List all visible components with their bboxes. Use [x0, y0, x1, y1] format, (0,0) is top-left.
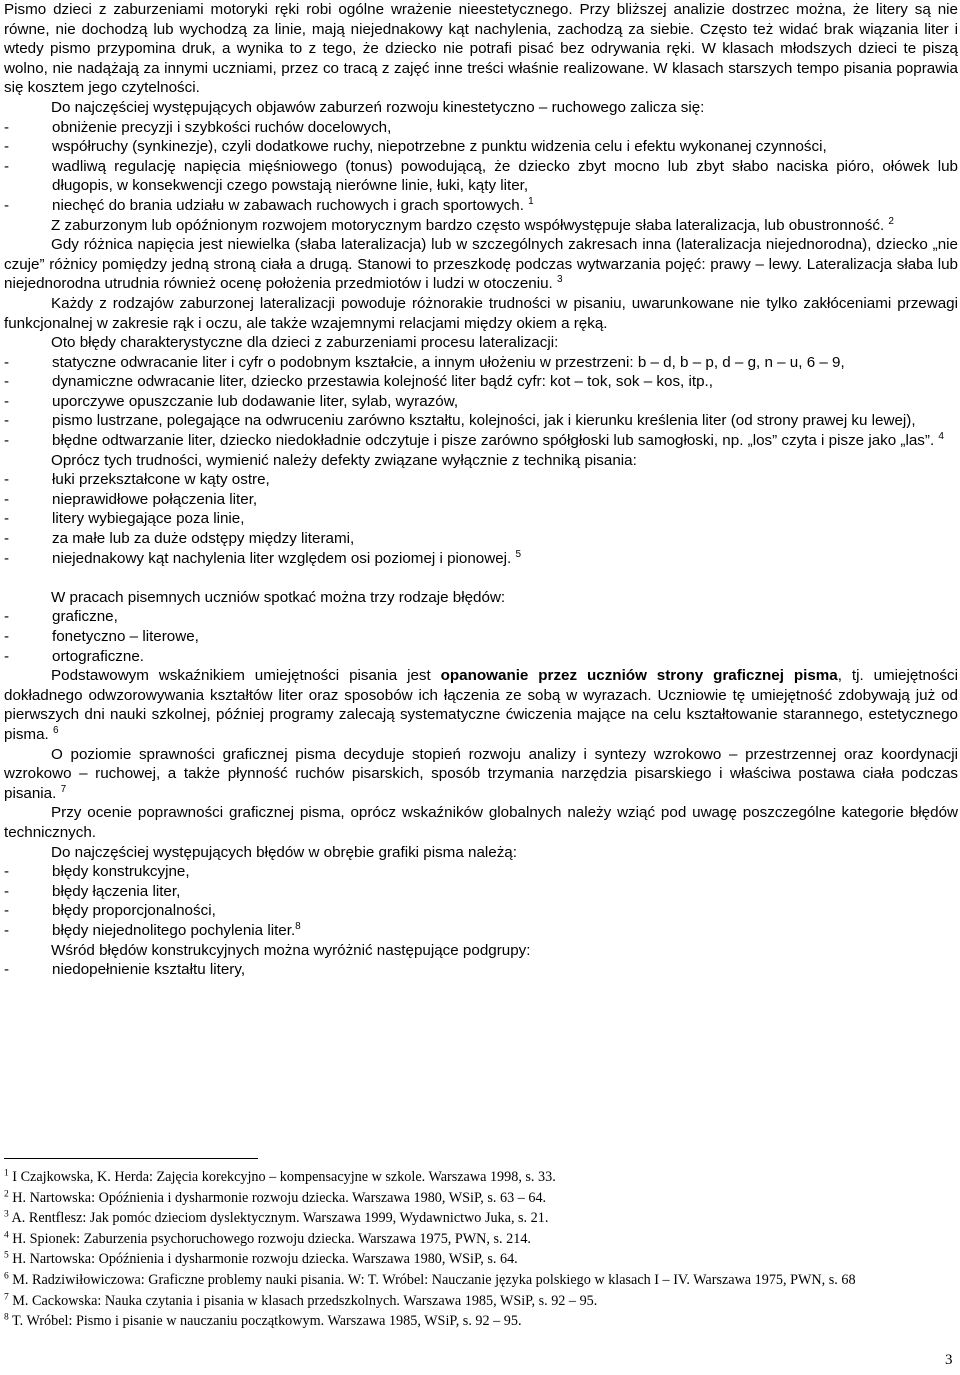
paragraph: Każdy z rodzajów zaburzonej lateralizacji powoduje różnorakie trudności w pisaniu, uwarunkowane nie tylko zakłóceniami przewagi funkcjonalnej w zakresie rąk i oczu, ale także wzajemnymi relacjami między okiem a ręką.: [4, 294, 958, 332]
bold-phrase: opanowanie przez uczniów strony graficznej pisma: [440, 667, 838, 685]
footnote: $^2$ H. Nartowska: Opóźnienia i dysharmonie rozwoju dziecka. Warszawa 1980, WSiP, s. 63 – 64.: [4, 1188, 547, 1206]
footnote-ref[interactable]: 5: [515, 548, 522, 560]
footnotes: [4, 1167, 954, 1332]
list-item: - współruchy (synkinezje), czyli dodatkowe ruchy, niepotrzebne z punktu widzenia celu i efektu wykonanej czynności,: [4, 138, 827, 156]
list-item: - litery wybiegające poza linie,: [4, 510, 245, 528]
construction-errors-list: [4, 960, 958, 980]
footnote: $^3$ A. Rentflesz: Jak pomóc dzieciom dyslektycznym. Warszawa 1999, Wydawnictwo Juka, s. 21.: [4, 1209, 549, 1227]
list-item: - niechęć do brania udziału w zabawach ruchowych i grach sportowych. $^1$: [4, 195, 534, 214]
footnote: $^8$ T. Wróbel: Pismo i pisanie w nauczaniu początkowym. Warszawa 1985, WSiP, s. 92 – 95.: [4, 1312, 522, 1330]
list-item: - niejednakowy kąt nachylenia liter względem osi poziomej i pionowej. $^5$: [4, 548, 522, 567]
body-text: [4, 0, 958, 980]
footnote: $^7$ M. Cackowska: Nauka czytania i pisania w klasach przedszkolnych. Warszawa 1985, WSiP, s. 92 – 95.: [4, 1291, 598, 1309]
footnote: $^6$ M. Radziwiłowiczowa: Graficzne problemy nauki pisania. W: T. Wróbel: Nauczanie języka polskiego w klasach I – IV. Warszawa 1975, PWN, s. 68: [4, 1271, 856, 1288]
list-item: - ortograficzne.: [4, 647, 145, 665]
list-item: - graficzne,: [4, 608, 118, 626]
footnote-ref[interactable]: 8: [295, 920, 301, 932]
paragraph: Oto błędy charakterystyczne dla dzieci z zaburzeniami procesu lateralizacji:: [51, 334, 559, 352]
symptom-list: [4, 118, 958, 216]
paragraph: Podstawowym wskaźnikiem umiejętności pisania jest opanowanie przez uczniów strony graficznej pisma, tj. umiejętności dokładnego odwzorowywania kształtów liter oraz sposobów ich łączenia ze sobą w wyrazach. Uczniowie tę umiejętność zdobywają już od pierwszych dni nauki szkolnej, później programy zalecają systematyczne ćwiczenia mające na celu kształtowanie starannego, estetycznego pisma. $^6$: [4, 667, 958, 743]
paragraph: Wśród błędów konstrukcyjnych można wyróżnić następujące podgrupy:: [51, 941, 531, 959]
list-item: - wadliwą regulację napięcia mięśniowego (tonus) powodującą, że dziecko zbyt mocno lub zbyt słabo naciska pióro, ołówek lub długopis, w konsekwencji czego powstają nierówne linie, łuki, kąty liter,: [4, 157, 958, 195]
error-types-list: [4, 607, 958, 666]
footnote-ref[interactable]: 2: [888, 215, 894, 227]
list-item: - niedopełnienie kształtu litery,: [4, 961, 246, 979]
list-item: - pismo lustrzane, polegające na odwruceniu zarówno kształtu, kolejności, jak i kierunku kreślenia liter (od strony prawej ku lewej),: [4, 412, 916, 430]
technique-defects-list: [4, 470, 958, 568]
footnote-ref[interactable]: 1: [528, 195, 534, 207]
page-number: 3: [945, 1352, 953, 1368]
footnote: $^4$ H. Spionek: Zaburzenia psychoruchowego rozwoju dziecka. Warszawa 1975, PWN, s. 214.: [4, 1230, 531, 1247]
footnote-ref[interactable]: 7: [60, 783, 67, 795]
paragraph: Do najczęściej występujących objawów zaburzeń rozwoju kinestetyczno – ruchowego zalicza się:: [51, 98, 705, 116]
paragraph: Oprócz tych trudności, wymienić należy defekty związane wyłącznie z techniką pisania:: [51, 451, 637, 469]
list-item: - nieprawidłowe połączenia liter,: [4, 490, 258, 508]
list-item: - statyczne odwracanie liter i cyfr o podobnym kształcie, a innym ułożeniu w przestrzeni: b – d, b – p, d – g, n – u, 6 – 9,: [4, 353, 845, 371]
list-item: - fonetyczno – literowe,: [4, 628, 199, 645]
paragraph: Do najczęściej występujących błędów w obrębie grafiki pisma należą:: [51, 843, 517, 861]
list-item: - uporczywe opuszczanie lub dodawanie liter, sylab, wyrazów,: [4, 392, 459, 410]
list-item: - łuki przekształcone w kąty ostre,: [4, 471, 270, 489]
list-item: - błędy konstrukcyjne,: [4, 863, 190, 881]
footnote: $^1$ I Czajkowska, K. Herda: Zajęcia korekcyjno – kompensacyjne w szkole. Warszawa 1998, s. 33.: [4, 1168, 556, 1185]
paragraph: Pismo dzieci z zaburzeniami motoryki ręki robi ogólne wrażenie nieestetycznego. Przy bliższej analizie dostrzec można, że litery są nie równe, nie dochodzą lub wychodzą za linie, mają niejednakowy kąt nachylenia, zachodzą za siebie. Często też widać brak wiązania liter i wtedy pismo przypomina druk, a wynika to z tego, że dziecko nie potrafi pisać bez odrywania ręki. W klasach młodszych dzieci te piszą wolno, nie nadążają za innymi uczniami, przez co tracą z zajęć inne treści właśnie realizowane. W klasach starszych tempo pisania poprawia się kosztem jego czytelności.: [4, 1, 958, 97]
list-item: - obniżenie precyzji i szybkości ruchów docelowych,: [4, 118, 392, 136]
footnote-divider: [4, 1158, 258, 1159]
paragraph: O poziomie sprawności graficznej pisma decyduje stopień rozwoju analizy i syntezy wzrokowo – przestrzennej oraz koordynacji wzrokowo – ruchowej, a także płynność ruchów pisarskich, sposób trzymania narzędzia pisarskiego i właściwa postawa ciała podczas pisania. $^7$: [4, 745, 958, 802]
paragraph: Z zaburzonym lub opóźnionym rozwojem motorycznym bardzo często współwystępuje słaba lateralizacja, lub obustronność. $^2$: [51, 215, 894, 234]
footnote-ref[interactable]: 3: [557, 274, 563, 286]
list-item: - dynamiczne odwracanie liter, dziecko przestawia kolejność liter bądź cyfr: kot – tok, sok – kos, itp.,: [4, 373, 713, 391]
list-item: - za małe lub za duże odstępy między literami,: [4, 530, 355, 548]
paragraph: Przy ocenie poprawności graficznej pisma, oprócz wskaźników globalnych należy wziąć pod uwagę poszczególne kategorie błędów technicznych.: [4, 804, 958, 841]
list-item: - błędy niejednolitego pochylenia liter.$^8$: [4, 920, 301, 939]
graphic-errors-list: [4, 862, 958, 940]
list-item: - błędne odtwarzanie liter, dziecko niedokładnie odczytuje i pisze zarówno spółgłoski lub samogłoski, np. „los” czyta i pisze jako „las”. $^4$: [4, 431, 944, 450]
paragraph: W pracach pisemnych uczniów spotkać można trzy rodzaje błędów:: [51, 588, 506, 606]
list-item: - błędy łączenia liter,: [4, 882, 181, 900]
footnote: $^5$ H. Nartowska: Opóźnienia i dysharmonie rozwoju dziecka. Warszawa 1980, WSiP, s. 64.: [4, 1250, 518, 1268]
error-list: [4, 353, 958, 451]
footnote-ref[interactable]: 6: [52, 724, 59, 736]
paragraph: Gdy różnica napięcia jest niewielka (słaba lateralizacja) lub w szczególnych zakresach inna (lateralizacja niejednorodna), dziecko „nie czuje” różnicy pomiędzy jedną stroną ciała a drugą. Stanowi to przeszkodę podczas wytwarzania pojęć: prawy – lewy. Lateralizacja słaba lub niejednorodna utrudnia również ocenę położenia przedmiotów i ludzi w otoczeniu. $^3$: [4, 236, 958, 293]
list-item: - błędy proporcjonalności,: [4, 902, 216, 920]
footnote-ref[interactable]: 4: [938, 431, 944, 442]
